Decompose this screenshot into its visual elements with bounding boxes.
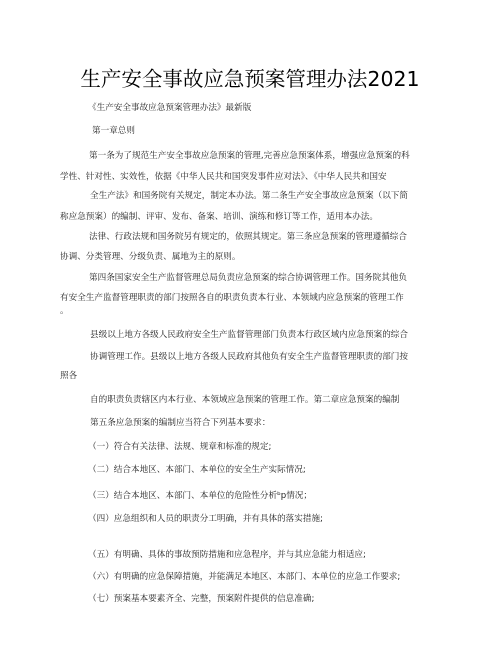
paragraph-line: 自的职责负责辖区内本行业、本领域应急预案的管理工作。第二章应急预案的编制 xyxy=(90,395,400,405)
paragraph-line: 县级以上地方各级人民政府安全生产监督管理部门负责本行政区域内应急预案的综合 xyxy=(90,330,408,340)
paragraph-line: 称应急预案）的编制、评审、发布、备案、培训、演练和修订等工作，适用本办法。 xyxy=(60,212,378,222)
paragraph-line: 协调管理工作。县级以上地方各级人民政府其他负有安全生产监督管理职责的部门按 xyxy=(90,352,408,362)
list-item: （四）应急组织和人员的职责分工明确，并有具体的落实措施; xyxy=(88,514,323,524)
list-item: （三）结合本地区、本部门、本单位的危险性分析ᵇp情况； xyxy=(88,491,312,501)
chapter-heading: 第一章总则 xyxy=(92,126,135,136)
paragraph-line: 法律、行政法规和国务院另有规定的，依照其规定。第三条应急预案的管理遵循综合 xyxy=(89,232,407,242)
list-item: （五）有明确、具体的事故预防措施和应急程序，并与其应急能力相适应; xyxy=(88,550,366,560)
paragraph-line: 有安全生产监督管理职责的部门按照各自的职责负责本行业、本领域内应急预案的管理工作 xyxy=(60,293,404,303)
paragraph-line: 。 xyxy=(60,306,69,316)
list-item: （七）预案基本要素齐全、完整，预案附件提供的信息准确; xyxy=(88,594,315,604)
paragraph-line: 第五条应急预案的编制应当符合下列基本要求： xyxy=(90,418,271,428)
document-subtitle: 《生产安全事故应急预案管理办法》最新版 xyxy=(88,103,252,113)
paragraph-line: 照各 xyxy=(60,371,78,381)
paragraph-line: 第四条国家安全生产监督管理总局负责应急预案的综合协调管理工作。国务院其他负 xyxy=(89,273,407,283)
list-item: （二）结合本地区、本部门、本单位的安全生产实际情况; xyxy=(88,465,306,475)
list-item: （六）有明确的应急保障措施，并能满足本地区、本部门、本单位的应急工作要求; xyxy=(88,572,401,582)
paragraph-line: 学性、针对性、实效性，依据《中华人民共和国突发事件应对法》、《中华人民共和国安 xyxy=(60,172,387,182)
paragraph-line: 第一条为了规范生产安全事故应急预案的管理,完善应急预案体系，增强应急预案的科 xyxy=(89,151,410,161)
paragraph-line: 协调、分类管理、分级负责、属地为主的原则。 xyxy=(60,252,241,262)
paragraph-line: 全生产法》和国务院有关规定，制定本办法。第二条生产安全事故应急预案（以下简 xyxy=(90,191,408,201)
list-item: （一）符合有关法律、法规、规章和标准的规定; xyxy=(88,442,272,452)
document-title: 生产安全事故应急预案管理办法2021 xyxy=(80,67,420,91)
